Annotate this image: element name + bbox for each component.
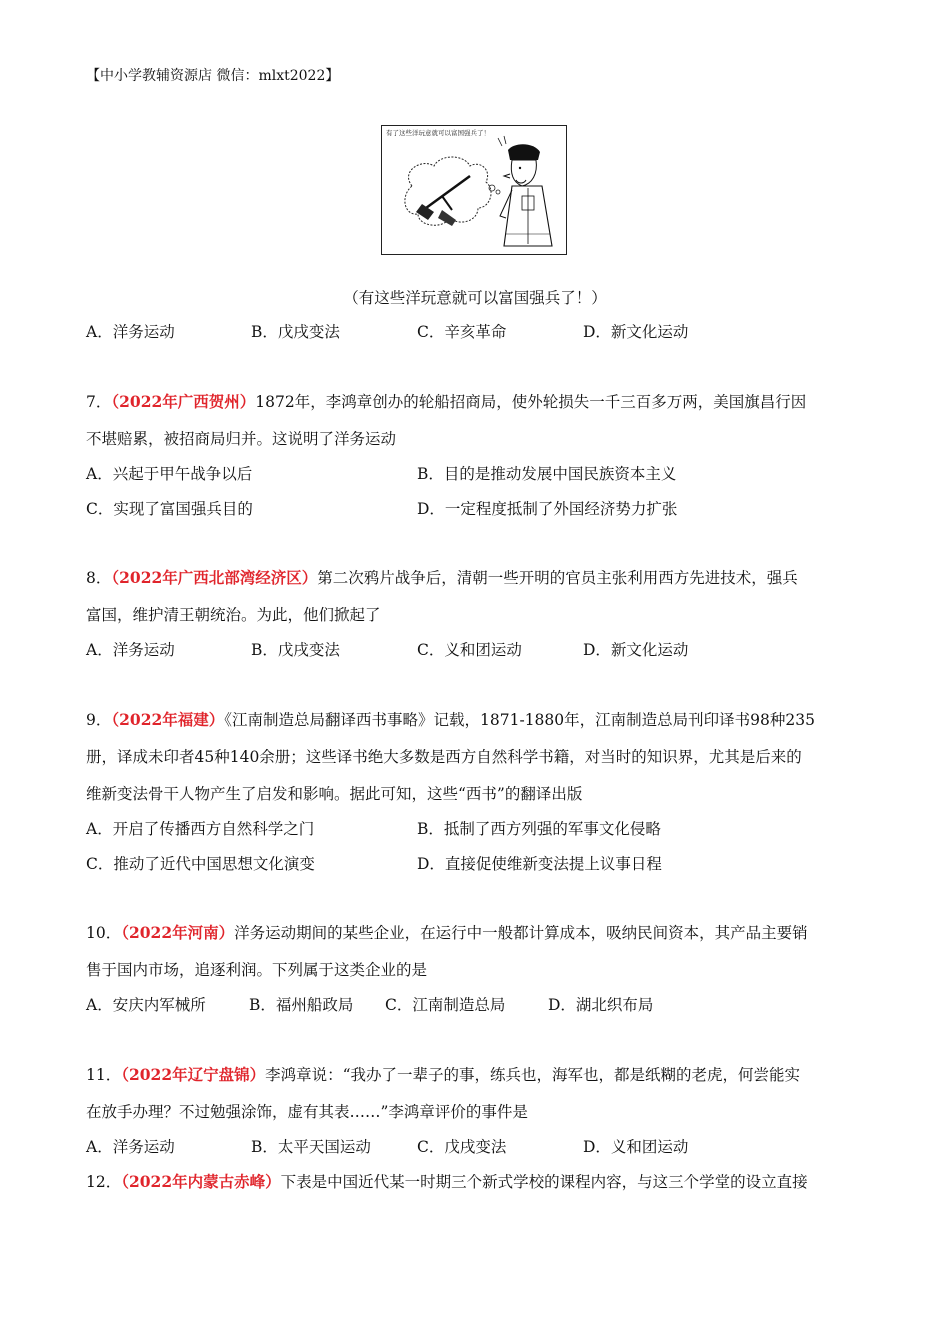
q10-option-c: C．江南制造总局 — [385, 996, 506, 1014]
q8-option-b: B．戊戌变法 — [251, 641, 340, 659]
q7-text: 1872年，李鸿章创办的轮船招商局，使外轮损失一千三百多万两，美国旗昌行因 — [255, 393, 807, 411]
q10-option-b: B．福州船政局 — [249, 996, 354, 1014]
q7-option-c: C．实现了富国强兵目的 — [86, 500, 253, 518]
q8-option-c: C．义和团运动 — [417, 641, 522, 659]
q12-text: 下表是中国近代某一时期三个新式学校的课程内容，与这三个学堂的设立直接 — [280, 1173, 808, 1191]
q12-number: 12． — [86, 1173, 122, 1191]
q8-stem-line1 — [86, 567, 798, 589]
q9-stem-line3: 维新变法骨干人物产生了启发和影响。据此可知，这些“西书”的翻译出版 — [86, 785, 583, 803]
q7-stem-line1 — [86, 391, 806, 413]
q9-text: 《江南制造总局翻译西书事略》记载，1871-1880年，江南制造总局刊印译书98种235 — [224, 711, 815, 729]
q10-stem-line2: 售于国内市场，追逐利润。下列属于这类企业的是 — [86, 961, 428, 979]
q6-option-c: C．辛亥革命 — [417, 323, 507, 341]
q10-source: （2022年河南） — [121, 923, 235, 942]
cartoon-speech-text: 有了这些洋玩意就可以富国强兵了！ — [386, 129, 490, 137]
q9-stem-line2: 册，译成未印者45种140余册；这些译书绝大多数是西方自然科学书籍，对当时的知识界，尤其是后来的 — [86, 748, 802, 766]
q6-option-b: B．戊戌变法 — [251, 323, 340, 341]
cartoon-figure — [381, 125, 567, 255]
q7-option-b: B．目的是推动发展中国民族资本主义 — [417, 465, 677, 483]
q11-stem-line2: 在放手办理？不过勉强涂饰，虚有其表……”李鸿章评价的事件是 — [86, 1103, 528, 1121]
q8-option-d: D．新文化运动 — [583, 641, 689, 659]
q9-option-b: B．抵制了西方列强的军事文化侵略 — [417, 820, 661, 838]
q11-number: 11． — [86, 1066, 122, 1084]
q9-number: 9． — [86, 711, 112, 729]
page-header: 【中小学教辅资源店 微信：mlxt2022】 — [86, 68, 340, 84]
q9-option-d: D．直接促使维新变法提上议事日程 — [417, 855, 662, 873]
q10-option-a: A．安庆内军械所 — [86, 996, 206, 1014]
q11-option-b: B．太平天国运动 — [251, 1138, 371, 1156]
q7-option-a: A．兴起于甲午战争以后 — [86, 465, 253, 483]
q9-option-a: A．开启了传播西方自然科学之门 — [86, 820, 315, 838]
q10-option-d: D．湖北织布局 — [548, 996, 654, 1014]
q11-source: （2022年辽宁盘锦） — [121, 1065, 266, 1084]
q10-stem-line1 — [86, 922, 808, 944]
cartoon-drawing — [382, 126, 565, 253]
q7-stem-line2: 不堪赔累，被招商局归并。这说明了洋务运动 — [86, 430, 397, 448]
q6-option-d: D．新文化运动 — [583, 323, 689, 341]
q12-source: （2022年内蒙古赤峰） — [121, 1172, 281, 1191]
q10-number: 10． — [86, 924, 122, 942]
q11-option-d: D．义和团运动 — [583, 1138, 689, 1156]
q9-source: （2022年福建） — [111, 710, 225, 729]
q8-stem-line2: 富国，维护清王朝统治。为此，他们掀起了 — [86, 606, 381, 624]
q10-text: 洋务运动期间的某些企业，在运行中一般都计算成本，吸纳民间资本，其产品主要销 — [234, 924, 808, 942]
q8-number: 8． — [86, 569, 112, 587]
q9-option-c: C．推动了近代中国思想文化演变 — [86, 855, 315, 873]
q7-source: （2022年广西贺州） — [111, 392, 256, 411]
q11-text: 李鸿章说：“我办了一辈子的事，练兵也，海军也，都是纸糊的老虎，何尝能实 — [265, 1066, 801, 1084]
q11-option-c: C．戊戌变法 — [417, 1138, 507, 1156]
q7-option-d: D．一定程度抵制了外国经济势力扩张 — [417, 500, 678, 518]
q12-stem-line1 — [86, 1171, 808, 1193]
figure-caption: （有这些洋玩意就可以富国强兵了！） — [343, 289, 607, 307]
q9-stem-line1 — [86, 709, 815, 731]
q11-option-a: A．洋务运动 — [86, 1138, 175, 1156]
q8-text: 第二次鸦片战争后，清朝一些开明的官员主张利用西方先进技术，强兵 — [317, 569, 798, 587]
q8-option-a: A．洋务运动 — [86, 641, 175, 659]
q8-source: （2022年广西北部湾经济区） — [111, 568, 318, 587]
q6-option-a: A．洋务运动 — [86, 323, 175, 341]
q7-number: 7． — [86, 393, 112, 411]
q11-stem-line1 — [86, 1064, 800, 1086]
